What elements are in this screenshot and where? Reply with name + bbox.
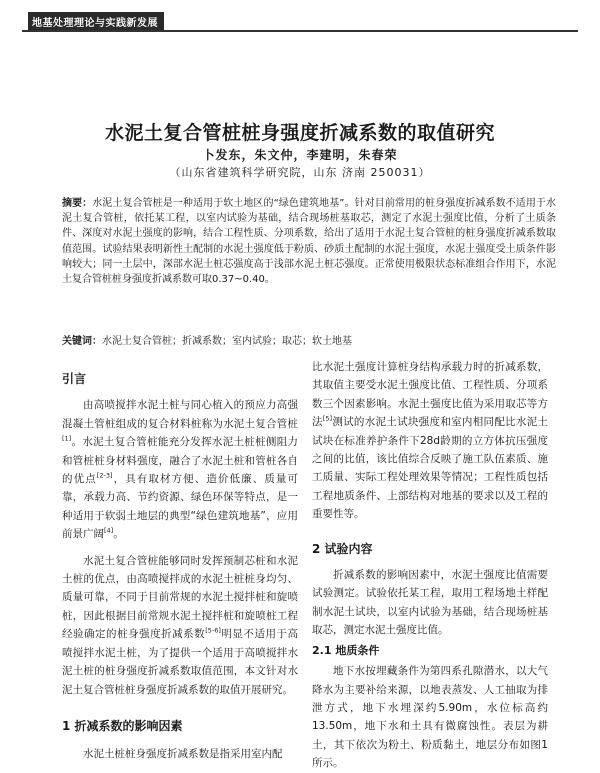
keywords bbox=[62, 334, 556, 349]
journal-name: 地基处理理论与实践新发展 bbox=[28, 12, 164, 31]
intro-p2-text: 水泥土复合管桩能够同时发挥预制芯桩和水泥土桩的优点，由高喷搅拌成的水泥土桩桩身均匀、质量可靠，不同于目前常规的水泥土搅拌桩和旋喷桩，因此根据目前常规水泥土搅拌桩和旋喷桩工程经验确定的桩身强度折减系数 bbox=[62, 554, 298, 641]
intro-paragraph-2 bbox=[62, 552, 298, 699]
keywords-text: 水泥土复合管桩；折减系数；室内试验；取芯；软土地基 bbox=[102, 336, 352, 347]
authors: 卜发东，朱文仲，李建明，朱春荣 bbox=[202, 148, 398, 162]
citation: [5-6] bbox=[205, 626, 221, 635]
right-paragraph-1 bbox=[312, 358, 548, 524]
abstract bbox=[62, 196, 556, 287]
right-p1b-text: 测试的水泥土试块强度和室内相同配比水泥土试块在标准养护条件下28d龄期的立方体抗压强度之间的比值，该比值综合反映了施工队伍素质、施工质量、实际工程处理效果等情况；工程性质包括工程地质条件、上部结构对地基的要求以及工程的重要性等。 bbox=[312, 416, 549, 521]
affiliation: （山东省建筑科学研究院，山东 济南 250031） bbox=[169, 166, 431, 179]
intro-p1-end: 。 bbox=[113, 528, 124, 541]
intro-p1b-text: 。水泥土复合管桩能充分发挥水泥土桩桩侧阻力和管桩桩身材料强度，融合了水泥土桩和管桩各自的优点 bbox=[62, 436, 298, 486]
journal-header bbox=[22, 10, 578, 36]
citation: [4] bbox=[104, 526, 114, 535]
citation: [2-3] bbox=[96, 471, 113, 480]
citation: [1] bbox=[62, 434, 72, 443]
intro-paragraph-1 bbox=[62, 396, 298, 543]
section-2-paragraph: 折减系数的影响因素中，水泥土强度比值需要试验测定。试验依托某工程，取用工程场地土样配制水泥土试块，以室内试验为基础，结合现场桩基取芯，测定水泥土强度比值。 bbox=[312, 569, 548, 637]
section-2-1-paragraph: 地下水按埋藏条件为第四系孔隙潜水，以大气降水为主要补给来源，以地表蒸发、人工抽取为排泄方式，地下水埋深约5.90m，水位标高约13.50m，地下水和土具有微腐蚀性。表层为耕土，其下依次为粉土、粉质黏土，地层分布如图1所示。 bbox=[312, 665, 548, 770]
citation: [5] bbox=[322, 414, 333, 423]
abstract-label: 摘要： bbox=[62, 198, 93, 209]
intro-p2b-text: 明显不适用于高喷搅拌水泥土桩，为了提供一个适用于高喷搅拌水泥土桩的桩身强度折减系数取值范围，本文针对水泥土复合管桩桩身强度折减系数的取值开展研究。 bbox=[62, 628, 299, 696]
section-1-paragraph: 水泥土桩桩身强度折减系数是指采用室内配 bbox=[83, 748, 283, 761]
keywords-label: 关键词： bbox=[62, 336, 102, 347]
intro-p1-text: 由高喷搅拌水泥土桩与同心植入的预应力高强混凝土管桩组成的复合材料桩称为水泥土复合管桩 bbox=[62, 399, 298, 430]
header-rule bbox=[22, 30, 578, 32]
paper-title: 水泥土复合管桩桩身强度折减系数的取值研究 bbox=[104, 122, 495, 144]
section-2-1-heading: 2.1 地质条件 bbox=[312, 643, 380, 657]
left-column bbox=[62, 370, 298, 764]
intro-heading: 引言 bbox=[62, 372, 87, 386]
section-1-heading: 1 折减系数的影响因素 bbox=[62, 718, 183, 733]
abstract-text: 水泥土复合管桩是一种适用于软土地区的“绿色建筑地基”。针对目前常用的桩身强度折减系数不适用于水泥土复合管桩，依托某工程，以室内试验为基础，结合现场桩基取芯，测定了水泥土强度比值，分析了土质条件、深度对水泥土强度的影响，结合工程性质、分项系数，给出了适用于水泥土复合管桩的桩身强度折减系数取值范围。试验结果表明新性土配制的水泥土强度低于粉质、砂质土配制的水泥土强度，水泥土强度受土质条件影响较大；同一土层中，深部水泥土桩芯强度高于浅部水泥土桩芯强度。正常使用极限状态标准组合作用下，水泥土复合管桩桩身强度折减系数可取0.37~0.40。 bbox=[62, 198, 556, 286]
section-2-heading: 2 试验内容 bbox=[312, 541, 373, 556]
right-column bbox=[312, 358, 548, 773]
intro-p1c-text: ，具有取材方便、造价低廉、质量可靠，承载力高、节约资源、绿色环保等特点，是一种适用于软弱土地层的典型“绿色建筑地基”，应用前景广阔 bbox=[62, 473, 299, 541]
right-p1-text: 比水泥土强度计算桩身结构承载力时的折减系数，其取值主要受水泥土强度比值、工程性质、分项系数三个因素影响。水泥土强度比值为采用取芯等方法 bbox=[312, 361, 548, 429]
